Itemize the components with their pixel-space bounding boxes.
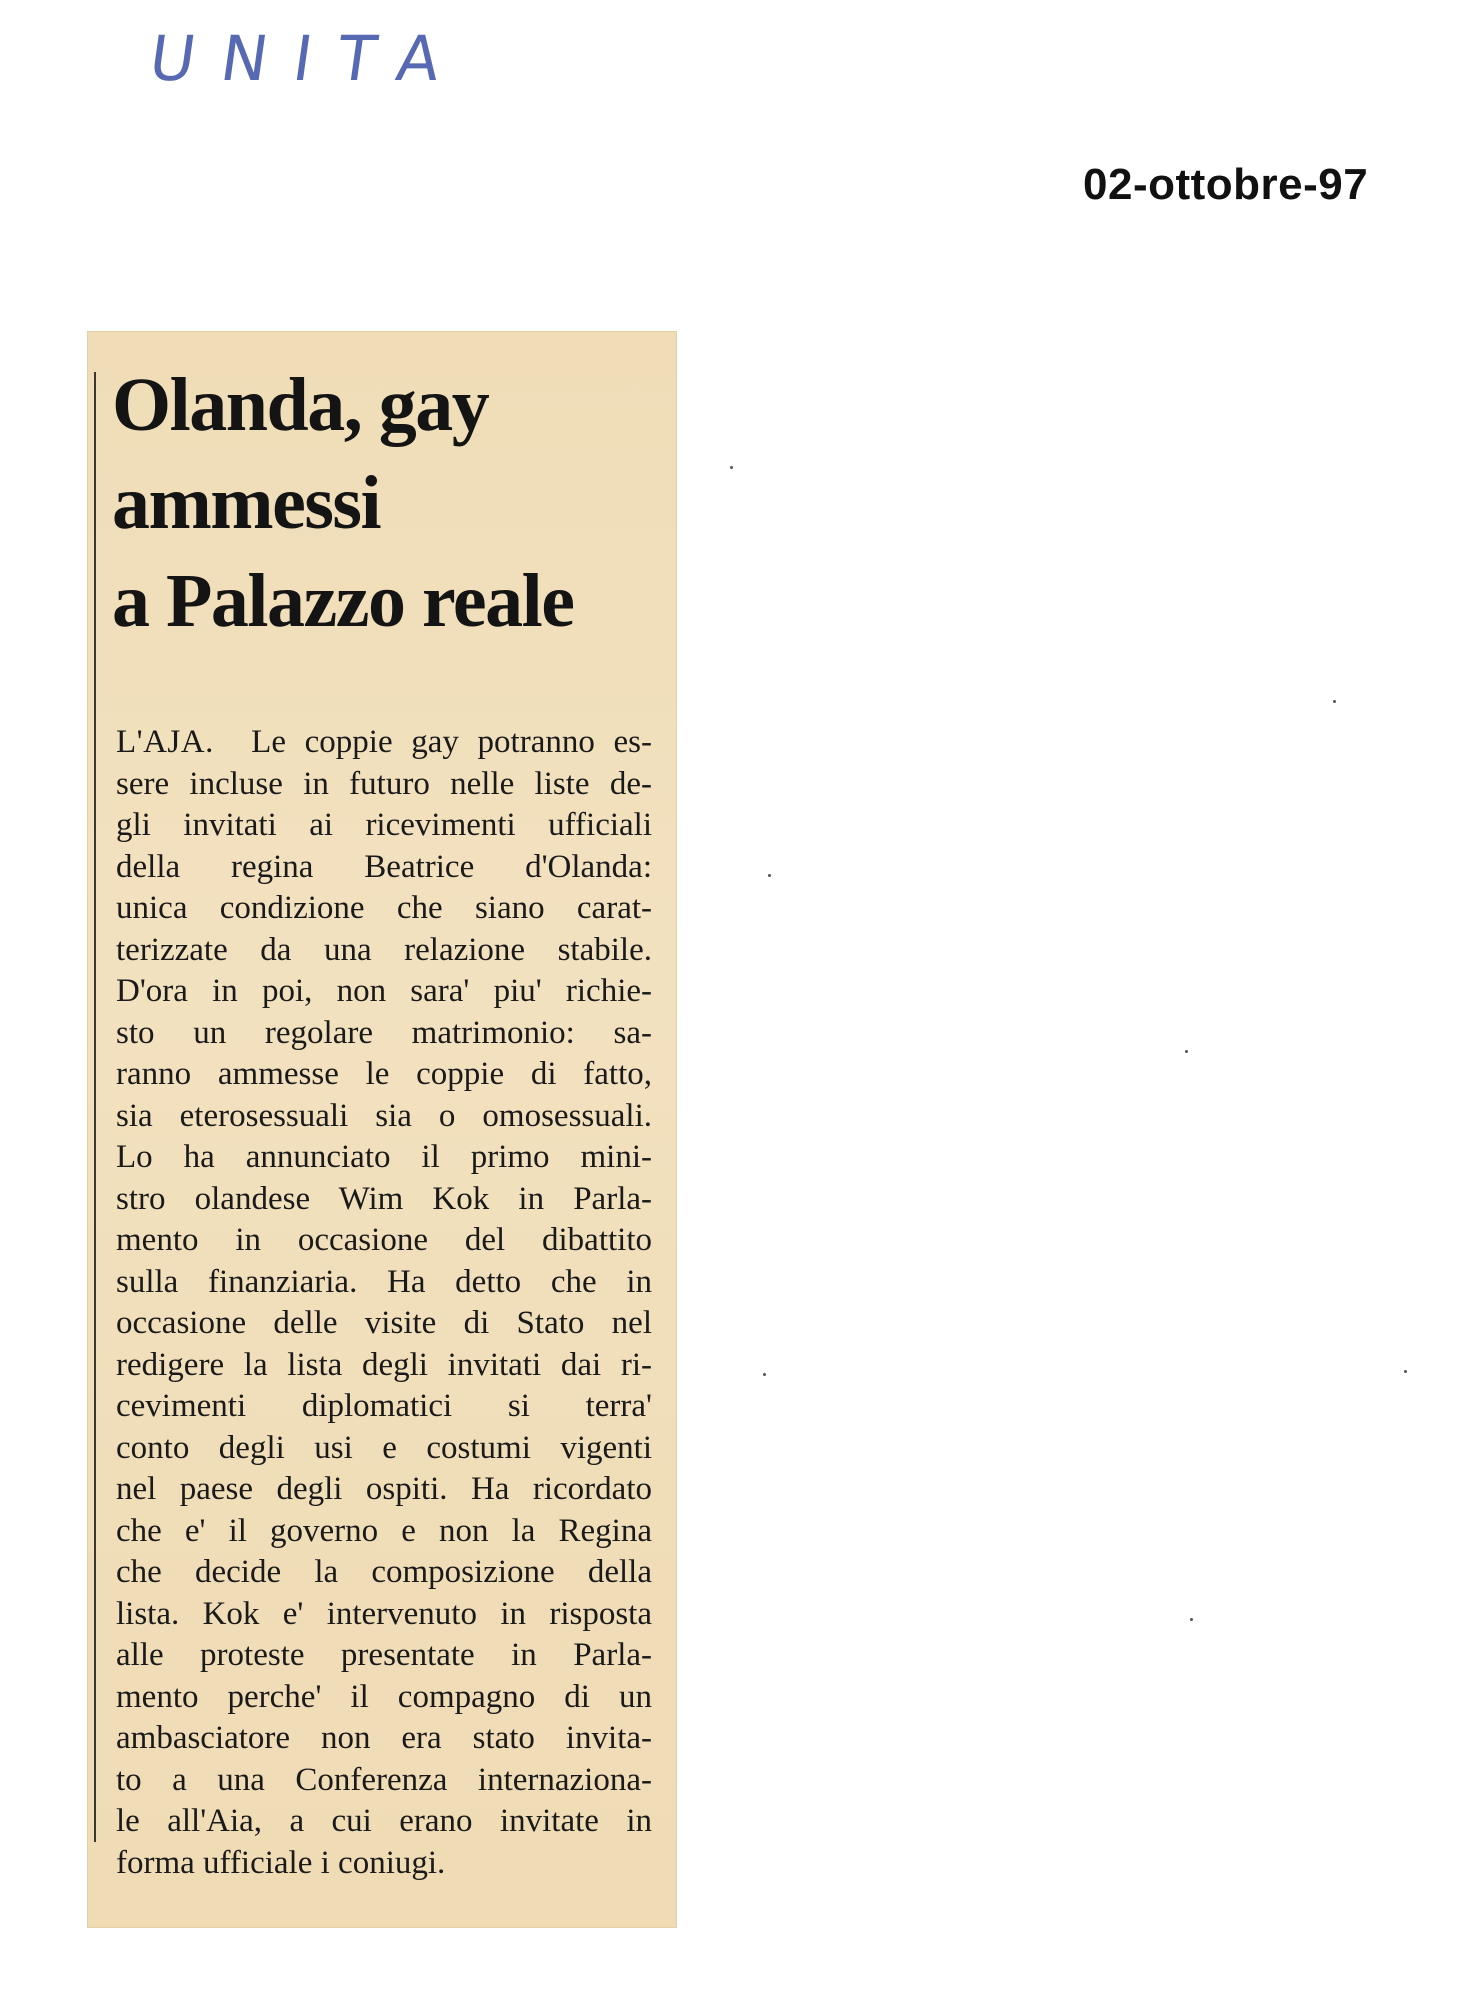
- article-body-line: ranno ammesse le coppie di fatto,: [116, 1056, 652, 1092]
- scan-speck: [763, 1373, 766, 1376]
- article-body-line: [116, 722, 652, 764]
- article-body-line: cevimenti diplomatici si terra': [116, 1388, 652, 1424]
- article-body-line: sto un regolare matrimonio: sa-: [116, 1014, 652, 1051]
- article-body-line: gli invitati ai ricevimenti ufficiali: [116, 807, 652, 843]
- article-body-line: alle proteste presentate in Parla-: [116, 1637, 652, 1673]
- article-body-line: occasione delle visite di Stato nel: [116, 1305, 652, 1341]
- scan-speck: [768, 874, 771, 877]
- article-body-line: conto degli usi e costumi vigenti: [116, 1429, 652, 1466]
- article-body-line: stro olandese Wim Kok in Parla-: [116, 1180, 652, 1217]
- article-body-line: unica condizione che siano carat-: [116, 890, 652, 926]
- headline-line: ammessi: [112, 461, 381, 545]
- article-body-line: nel paese degli ospiti. Ha ricordato: [116, 1471, 652, 1507]
- article-body-line: to a una Conferenza internaziona-: [116, 1761, 652, 1798]
- article-body-line: D'ora in poi, non sara' piu' richie-: [116, 973, 652, 1009]
- article-body: [116, 722, 652, 1884]
- article-body-line: sulla finanziaria. Ha detto che in: [116, 1263, 652, 1300]
- article-body-line: mento in occasione del dibattito: [116, 1222, 652, 1258]
- article-dateline: L'AJA.: [116, 724, 214, 760]
- article-body-line: redigere la lista degli invitati dai ri-: [116, 1346, 652, 1383]
- scan-speck: [1185, 1050, 1188, 1053]
- article-body-line: lista. Kok e' intervenuto in risposta: [116, 1595, 652, 1632]
- article-body-line: che e' il governo e non la Regina: [116, 1512, 652, 1549]
- article-body-line: sere incluse in futuro nelle liste de-: [116, 765, 652, 802]
- scan-speck: [1190, 1618, 1193, 1621]
- article-body-line-text: Le coppie gay potranno es-: [251, 724, 652, 760]
- article-body-line: che decide la composizione della: [116, 1554, 652, 1590]
- article-body-line: ambasciatore non era stato invita-: [116, 1720, 652, 1756]
- article-body-line: terizzate da una relazione stabile.: [116, 931, 652, 968]
- article-body-line: forma ufficiale i coniugi.: [116, 1844, 446, 1881]
- article-body-line: Lo ha annunciato il primo mini-: [116, 1139, 652, 1175]
- newspaper-clipping: [88, 332, 676, 1927]
- scan-speck: [730, 466, 733, 469]
- article-body-line: della regina Beatrice d'Olanda:: [116, 848, 652, 885]
- handwritten-source-note: UNITA: [144, 22, 471, 95]
- article-body-line: le all'Aia, a cui erano invitate in: [116, 1803, 652, 1839]
- scan-speck: [1333, 700, 1336, 703]
- article-body-line: sia eterosessuali sia o omosessuali.: [116, 1097, 652, 1134]
- article-body-line: mento perche' il compagno di un: [116, 1678, 652, 1715]
- clipping-edge-line: [94, 372, 96, 1842]
- headline-line: Olanda, gay: [112, 363, 489, 447]
- headline-line: a Palazzo reale: [112, 559, 574, 643]
- scan-speck: [1404, 1370, 1407, 1373]
- article-headline: [112, 356, 672, 650]
- clipping-date: 02-ottobre-97: [1083, 160, 1369, 209]
